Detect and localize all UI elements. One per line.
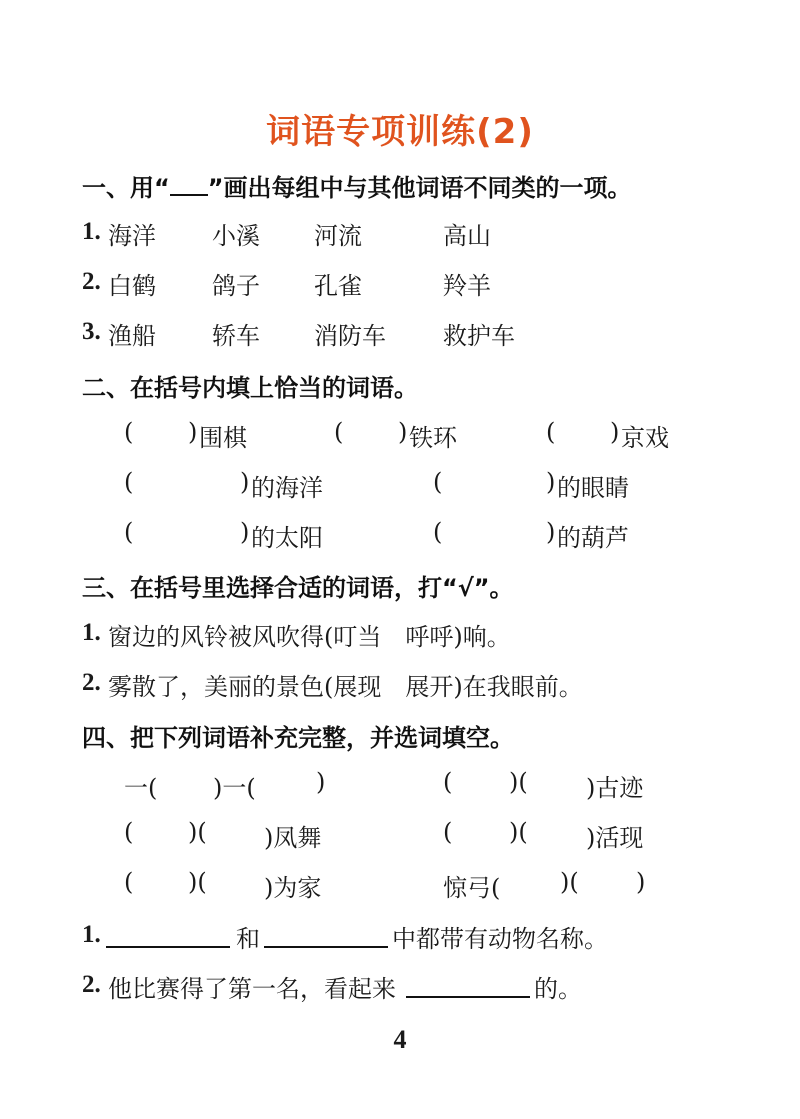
s4-q2-pre: 他比赛得了第一名，看起来 [108, 975, 396, 1003]
s2-r1-c2-open: ( [334, 418, 344, 446]
idiom-4-part3: )活现 [586, 824, 644, 852]
s2-r3-c1-close: ) [240, 518, 250, 546]
s2-r3-c2-word: 的葫芦 [557, 524, 629, 552]
s1-row1-word4[interactable]: 高山 [443, 222, 491, 250]
section-1-heading-pre: 一、用“ [82, 174, 170, 202]
s4-q2-number: 2. [82, 971, 101, 998]
idiom-2-part1: ( [443, 768, 453, 796]
section-3-heading: 三、在括号里选择合适的词语，打“√”。 [82, 574, 514, 602]
s3-item1-text: 窗边的风铃被风吹得(叮当 呼呼)响。 [108, 623, 511, 651]
s1-row1-number: 1. [82, 218, 101, 245]
section-1-heading [82, 168, 632, 203]
idiom-6-part2: )( [560, 868, 579, 896]
s4-q1-end: 中都带有动物名称。 [392, 925, 608, 953]
page-number: 4 [393, 1025, 407, 1054]
s2-r2-c2-open: ( [433, 468, 443, 496]
s2-r3-c2-close: ) [546, 518, 556, 546]
idiom-5-part2: )( [188, 868, 207, 896]
s1-row3-number: 3. [82, 318, 101, 345]
s1-row3-word4[interactable]: 救护车 [443, 322, 515, 350]
s3-item2-number: 2. [82, 669, 101, 696]
idiom-3-part1: ( [124, 818, 134, 846]
s4-q1-number: 1. [82, 921, 101, 948]
s2-r2-c1-open: ( [124, 468, 134, 496]
s2-r2-c2-close: ) [546, 468, 556, 496]
idiom-6-part3: ) [636, 868, 646, 896]
s1-row2-word1[interactable]: 白鹤 [108, 272, 156, 300]
idiom-3-part3: )凤舞 [264, 824, 322, 852]
idiom-2-part2: )( [509, 768, 528, 796]
s1-row1-word2[interactable]: 小溪 [212, 222, 260, 250]
idiom-4-part2: )( [509, 818, 528, 846]
s2-r1-c3-open: ( [546, 418, 556, 446]
s4-q1-blank2[interactable] [264, 926, 388, 948]
section-2-heading: 二、在括号内填上恰当的词语。 [82, 374, 418, 402]
idiom-5-part3: )为家 [264, 874, 322, 902]
idiom-4-part1: ( [443, 818, 453, 846]
section-1-heading-post: ”画出每组中与其他词语不同类的一项。 [207, 174, 632, 202]
idiom-1-part3: ) [316, 768, 326, 796]
s2-r3-c2-open: ( [433, 518, 443, 546]
s1-row2-number: 2. [82, 268, 101, 295]
s1-row2-word2[interactable]: 鸽子 [212, 272, 260, 300]
s1-row3-word2[interactable]: 轿车 [212, 322, 260, 350]
section-4-heading: 四、把下列词语补充完整，并选词填空。 [82, 724, 514, 752]
idiom-6-part1: 惊弓( [443, 874, 501, 902]
idiom-1-part2: )一( [213, 774, 256, 802]
page-title: 词语专项训练(2) [266, 112, 534, 152]
s4-q1-blank1[interactable] [106, 926, 230, 948]
s2-r1-c1-open: ( [124, 418, 134, 446]
s2-r3-c1-open: ( [124, 518, 134, 546]
s2-r3-c1-word: 的太阳 [251, 524, 323, 552]
s1-row3-word3[interactable]: 消防车 [314, 322, 386, 350]
s3-item1-number: 1. [82, 619, 101, 646]
idiom-1-part1: 一( [124, 774, 158, 802]
s2-r1-c3-word: 京戏 [621, 424, 669, 452]
s2-r1-c3-close: ) [610, 418, 620, 446]
idiom-5-part1: ( [124, 868, 134, 896]
idiom-3-part2: )( [188, 818, 207, 846]
s2-r1-c2-word: 铁环 [409, 424, 457, 452]
s2-r2-c2-word: 的眼睛 [557, 474, 629, 502]
s3-item2-text: 雾散了，美丽的景色(展现 展开)在我眼前。 [108, 673, 583, 701]
s4-q2-end: 的。 [534, 975, 582, 1003]
s1-row2-word3[interactable]: 孔雀 [314, 272, 362, 300]
s1-row2-word4[interactable]: 羚羊 [443, 272, 491, 300]
s2-r1-c2-close: ) [398, 418, 408, 446]
s2-r1-c1-close: ) [188, 418, 198, 446]
s2-r1-c1-word: 围棋 [199, 424, 247, 452]
s4-q1-mid: 和 [236, 925, 260, 953]
s1-row1-word1[interactable]: 海洋 [108, 222, 156, 250]
s2-r2-c1-close: ) [240, 468, 250, 496]
s1-row3-word1[interactable]: 渔船 [108, 322, 156, 350]
idiom-2-part3: )古迹 [586, 774, 644, 802]
s2-r2-c1-word: 的海洋 [251, 474, 323, 502]
underline-sample [170, 174, 208, 196]
s1-row1-word3[interactable]: 河流 [314, 222, 362, 250]
s4-q2-blank[interactable] [406, 976, 530, 998]
